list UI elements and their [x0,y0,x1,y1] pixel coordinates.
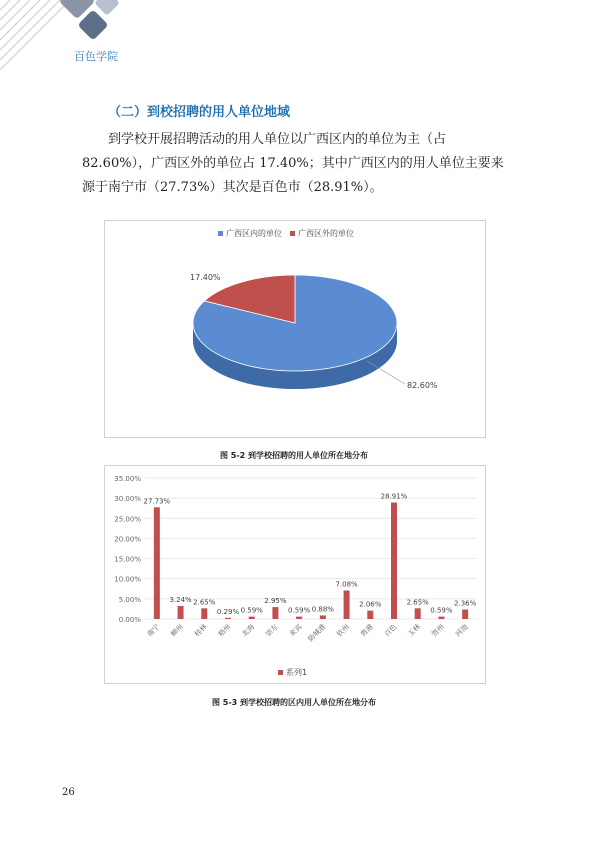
pie-label-outside: 17.40% [190,273,221,282]
bar [225,618,231,619]
legend-swatch-inside [218,231,223,236]
paragraph-line: 源于南宁市（27.73%）其次是百色市（28.91%）。 [82,180,383,195]
bar-data-label: 0.59% [430,606,453,615]
bar [296,617,302,619]
section-title: （二）到校招聘的用人单位地域 [108,105,291,120]
legend-label-series1: 系列1 [286,668,308,677]
bar-chart-frame [104,465,486,684]
figure-caption-5-3: 图 5-3 到学校招聘的区内用人单位所在地分布 [211,698,377,707]
paragraph-line: 82.60%），广西区外的单位占 17.40%；其中广西区内的用人单位主要来 [82,156,504,171]
bar [391,503,397,619]
bar-data-label: 0.59% [288,606,311,615]
figure-caption-5-2: 图 5-2 到学校招聘的用人单位所在地分布 [219,451,369,460]
bar [415,608,421,619]
bar-data-label: 0.59% [240,606,263,615]
paragraph-line: 到学校开展招聘活动的用人单位以广西区内的单位为主（占 [108,132,447,147]
x-tick-label: 百色 [382,622,399,639]
y-tick-label: 25.00% [114,515,141,524]
bar-data-label: 3.24% [169,595,192,604]
bar-chart [105,466,485,683]
bar-data-label: 2.95% [264,597,287,606]
bar [320,615,326,619]
legend-label-outside: 广西区外的单位 [298,229,354,238]
bar [178,606,184,619]
y-tick-label: 15.00% [114,555,141,564]
x-tick-label: 柳州 [169,622,185,639]
bar-data-label: 2.65% [193,598,216,607]
x-tick-label: 桂林 [193,622,209,639]
y-tick-label: 10.00% [114,575,141,584]
bar [272,607,278,619]
bar-data-label: 28.91% [380,492,408,501]
bar-data-label: 0.29% [216,607,240,616]
bar [462,609,468,619]
x-tick-label: 崇左 [264,622,280,639]
y-tick-label: 20.00% [114,535,141,544]
bar-data-label: 27.73% [143,497,171,506]
x-tick-label: 贵港 [359,622,375,639]
x-tick-label: 河池 [454,622,470,639]
x-tick-label: 贺州 [430,622,446,639]
bar-data-label: 2.65% [406,598,429,607]
pie-chart [105,221,485,437]
x-tick-label: 防城港 [306,622,328,644]
bar [438,617,444,619]
pie-chart-frame [104,220,486,438]
y-tick-label: 0.00% [118,616,141,624]
header-institution: 百色学院 [74,50,118,63]
x-tick-label: 玉林 [406,622,423,639]
y-tick-label: 35.00% [114,475,141,483]
bar-data-label: 7.08% [335,580,358,589]
x-tick-label: 来宾 [288,622,304,639]
bar [249,617,255,619]
x-tick-label: 钦州 [335,622,351,639]
bar [367,611,373,619]
pie-label-inside: 82.60% [407,381,438,390]
bar-data-label: 2.06% [359,600,382,609]
legend-label-inside: 广西区内的单位 [226,229,282,238]
page-number: 26 [62,787,75,798]
bar [344,590,350,619]
bar-data-label: 0.88% [311,605,334,614]
bar [154,507,160,619]
bar [201,608,207,619]
x-tick-label: 南宁 [145,622,162,639]
pie-leader-line [367,361,405,384]
body-paragraph [82,128,514,200]
x-tick-label: 北海 [240,622,257,639]
legend-swatch-series1 [278,670,283,675]
y-tick-label: 30.00% [114,495,141,504]
bar-data-label: 2.36% [454,599,477,608]
y-tick-label: 5.00% [118,595,141,604]
x-tick-label: 梧州 [216,622,233,639]
legend-swatch-outside [290,231,295,236]
